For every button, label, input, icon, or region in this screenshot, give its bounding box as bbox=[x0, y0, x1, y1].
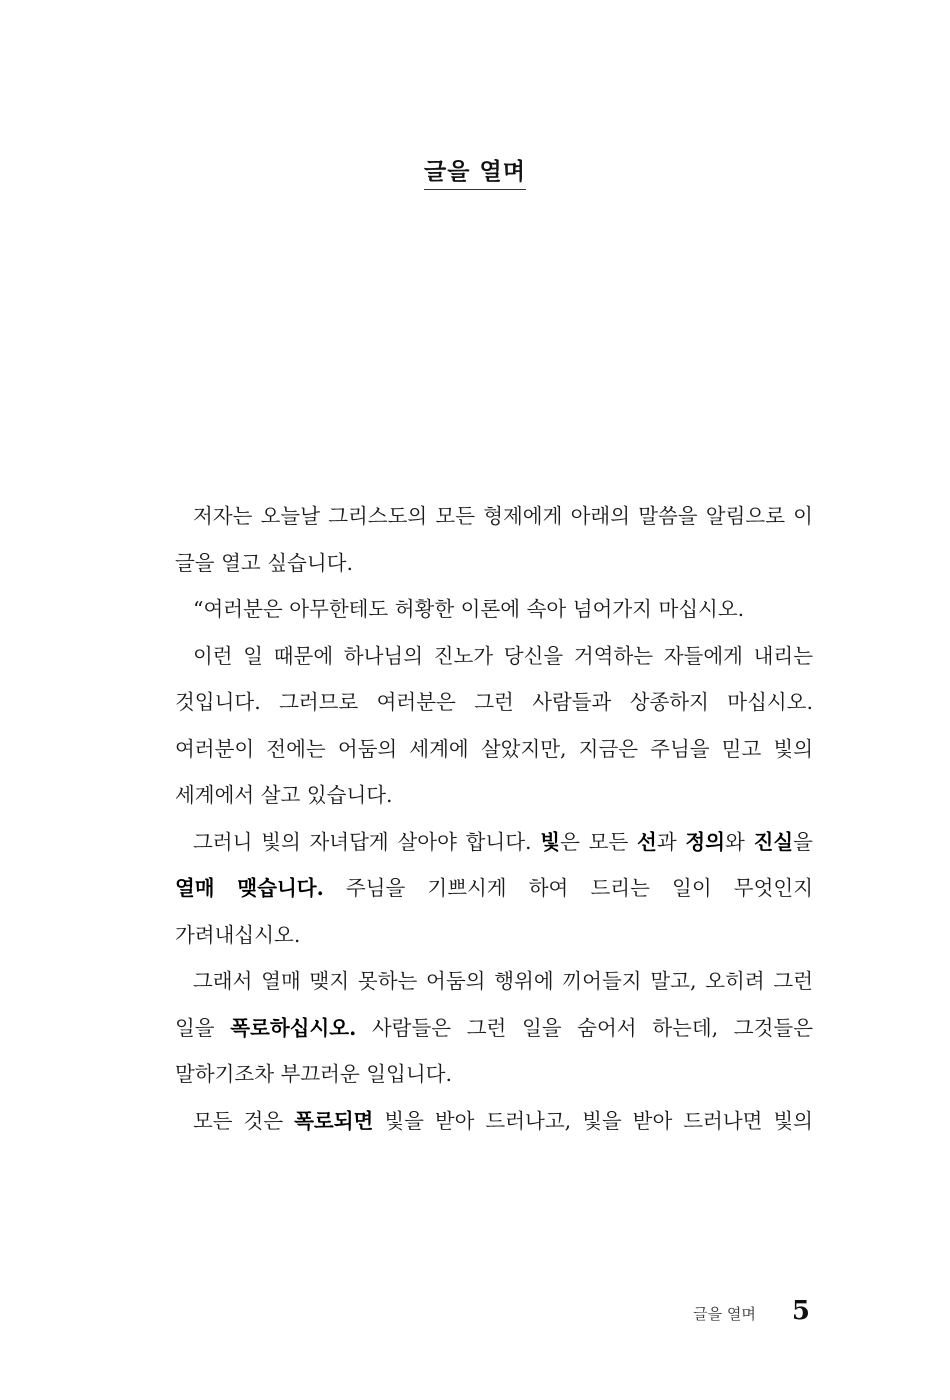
running-head: 글을 열며 bbox=[693, 1305, 756, 1323]
text-run: 모든 것은 bbox=[193, 1108, 295, 1133]
bold-text-run: 정의 bbox=[685, 829, 725, 854]
text-run: 주님을 기쁘시게 하여 드리는 일이 무엇인지 가려내십시오. bbox=[175, 876, 813, 947]
text-run: 을 bbox=[793, 829, 813, 854]
bold-text-run: 빛 bbox=[540, 829, 561, 854]
paragraph bbox=[175, 493, 813, 586]
text-run: 은 모든 bbox=[560, 829, 638, 854]
bold-text-run: 선 bbox=[637, 829, 657, 854]
text-run: 이런 일 때문에 하나님의 진노가 당신을 거역하는 자들에게 내리는 것입니다. 그러므로 여러분은 그런 사람들과 상종하지 마십시오. 여러분이 전에는 어둠의 세계에 살았지만, 지금은 주님을 믿고 빛의 세계에서 살고 있습니다. bbox=[175, 643, 813, 807]
paragraph bbox=[175, 819, 813, 959]
text-run: 그러니 빛의 자녀답게 살아야 합니다. bbox=[193, 829, 541, 854]
text-run: 그래서 열매 맺지 못하는 어둠의 행위에 끼어들지 말고, 오히려 그런 일을 bbox=[175, 969, 813, 1040]
text-run: 과 bbox=[656, 829, 686, 854]
paragraph bbox=[175, 633, 813, 819]
page-footer bbox=[693, 1296, 810, 1326]
text-run: 빛을 받아 드러나고, 빛을 받아 드러나면 빛의 bbox=[373, 1108, 813, 1133]
bold-text-run: 폭로되면 bbox=[294, 1108, 374, 1133]
bold-text-run: 폭로하십시오. bbox=[230, 1015, 357, 1040]
chapter-title-text: 글을 열며 bbox=[424, 153, 526, 190]
text-run: 저자는 오늘날 그리스도의 모든 형제에게 아래의 말씀을 알림으로 이 글을 열고 싶습니다. bbox=[175, 504, 813, 575]
paragraph bbox=[175, 958, 813, 1098]
bold-text-run: 진실 bbox=[753, 829, 794, 854]
paragraph bbox=[175, 586, 813, 633]
text-run: 사람들은 그런 일을 숨어서 하는데, 그것들은 말하기조차 부끄러운 일입니다. bbox=[175, 1015, 813, 1086]
text-run: 와 bbox=[725, 829, 754, 854]
page-number: 5 bbox=[791, 1296, 810, 1326]
bold-text-run: 열매 맺습니다. bbox=[175, 876, 324, 900]
text-run: “여러분은 아무한테도 허황한 이론에 속아 넘어가지 마십시오. bbox=[193, 597, 745, 621]
chapter-title bbox=[0, 150, 950, 190]
paragraph bbox=[175, 1098, 813, 1145]
body-text bbox=[175, 493, 813, 1144]
